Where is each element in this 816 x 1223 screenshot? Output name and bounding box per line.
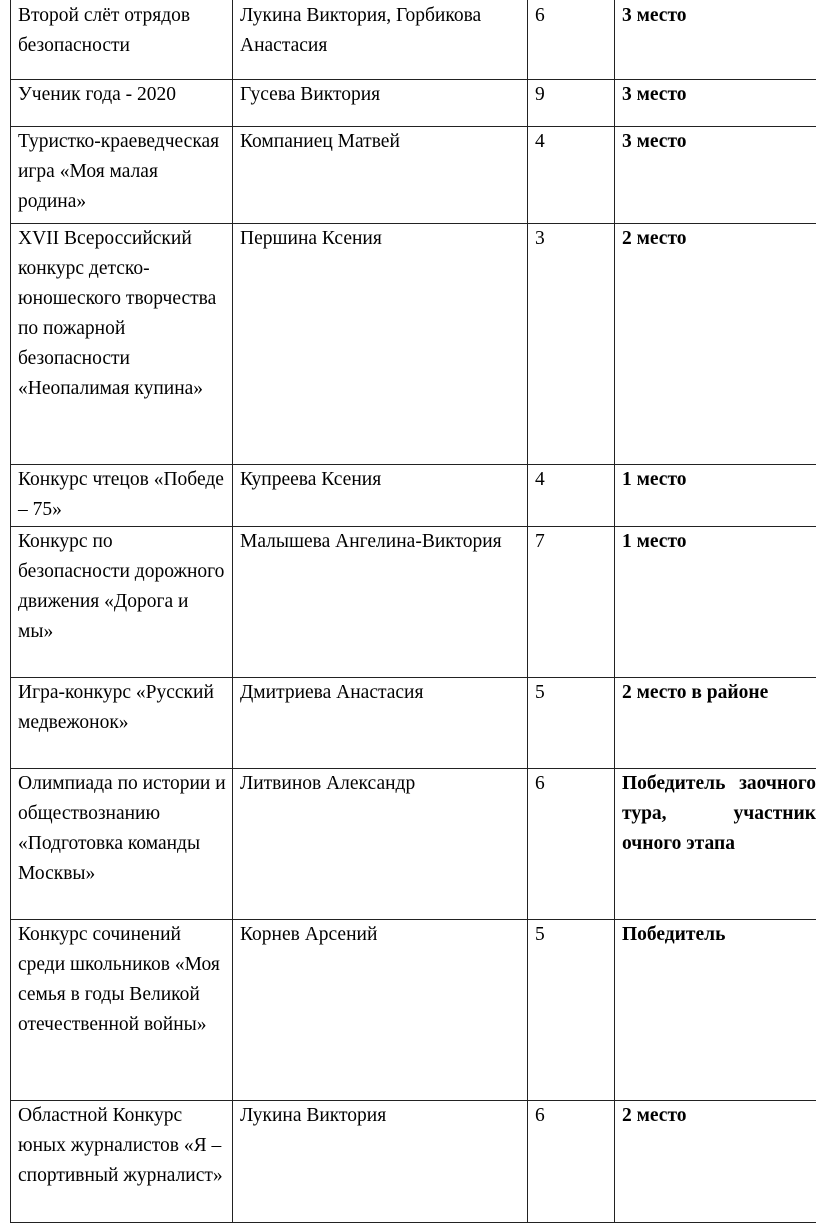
table-row [11, 0, 816, 79]
participant-cell: Купреева Ксения [233, 464, 528, 526]
result-cell: 1 место [615, 526, 816, 677]
participant-cell: Гусева Виктория [233, 79, 528, 126]
event-cell: Конкурс по безопасности дорожного движения «Дорога и мы» [11, 526, 233, 677]
table-row [11, 677, 816, 768]
participant-cell: Корнев Арсений [233, 919, 528, 1100]
table-row [11, 464, 816, 526]
participant-cell: Литвинов Александр [233, 768, 528, 919]
participant-cell: Лукина Виктория, Горбикова Анастасия [233, 0, 528, 79]
event-cell: Конкурс сочинений среди школьников «Моя семья в годы Великой отечественной войны» [11, 919, 233, 1100]
event-cell: Туристко-краеведческая игра «Моя малая родина» [11, 126, 233, 223]
grade-cell: 4 [528, 126, 615, 223]
participant-cell: Першина Ксения [233, 223, 528, 464]
grade-cell: 4 [528, 464, 615, 526]
table-row [11, 1100, 816, 1222]
table-row [11, 223, 816, 464]
results-table [10, 0, 816, 1223]
table-row [11, 919, 816, 1100]
result-cell: 2 место [615, 223, 816, 464]
grade-cell: 6 [528, 0, 615, 79]
result-cell: 3 место [615, 79, 816, 126]
event-cell: Ученик года - 2020 [11, 79, 233, 126]
event-cell: Второй слёт отрядов безопасности [11, 0, 233, 79]
participant-cell: Лукина Виктория [233, 1100, 528, 1222]
grade-cell: 7 [528, 526, 615, 677]
result-cell: 3 место [615, 126, 816, 223]
table-row [11, 79, 816, 126]
grade-cell: 6 [528, 768, 615, 919]
result-cell: 2 место в районе [615, 677, 816, 768]
grade-cell: 5 [528, 919, 615, 1100]
event-cell: Областной Конкурс юных журналистов «Я – спортивный журналист» [11, 1100, 233, 1222]
table-row [11, 768, 816, 919]
grade-cell: 9 [528, 79, 615, 126]
grade-cell: 3 [528, 223, 615, 464]
table-row [11, 126, 816, 223]
result-cell: 3 место [615, 0, 816, 79]
table-row [11, 526, 816, 677]
participant-cell: Дмитриева Анастасия [233, 677, 528, 768]
grade-cell: 6 [528, 1100, 615, 1222]
event-cell: Игра-конкурс «Русский медвежонок» [11, 677, 233, 768]
result-cell: Победитель [615, 919, 816, 1100]
event-cell: Конкурс чтецов «Победе – 75» [11, 464, 233, 526]
event-cell: XVII Всероссийский конкурс детско-юношеского творчества по пожарной безопасности «Неопалимая купина» [11, 223, 233, 464]
result-cell: Победитель заочного тура, участник очного этапа [615, 768, 816, 919]
participant-cell: Малышева Ангелина-Виктория [233, 526, 528, 677]
event-cell: Олимпиада по истории и обществознанию «Подготовка команды Москвы» [11, 768, 233, 919]
result-cell: 1 место [615, 464, 816, 526]
participant-cell: Компаниец Матвей [233, 126, 528, 223]
result-cell: 2 место [615, 1100, 816, 1222]
grade-cell: 5 [528, 677, 615, 768]
